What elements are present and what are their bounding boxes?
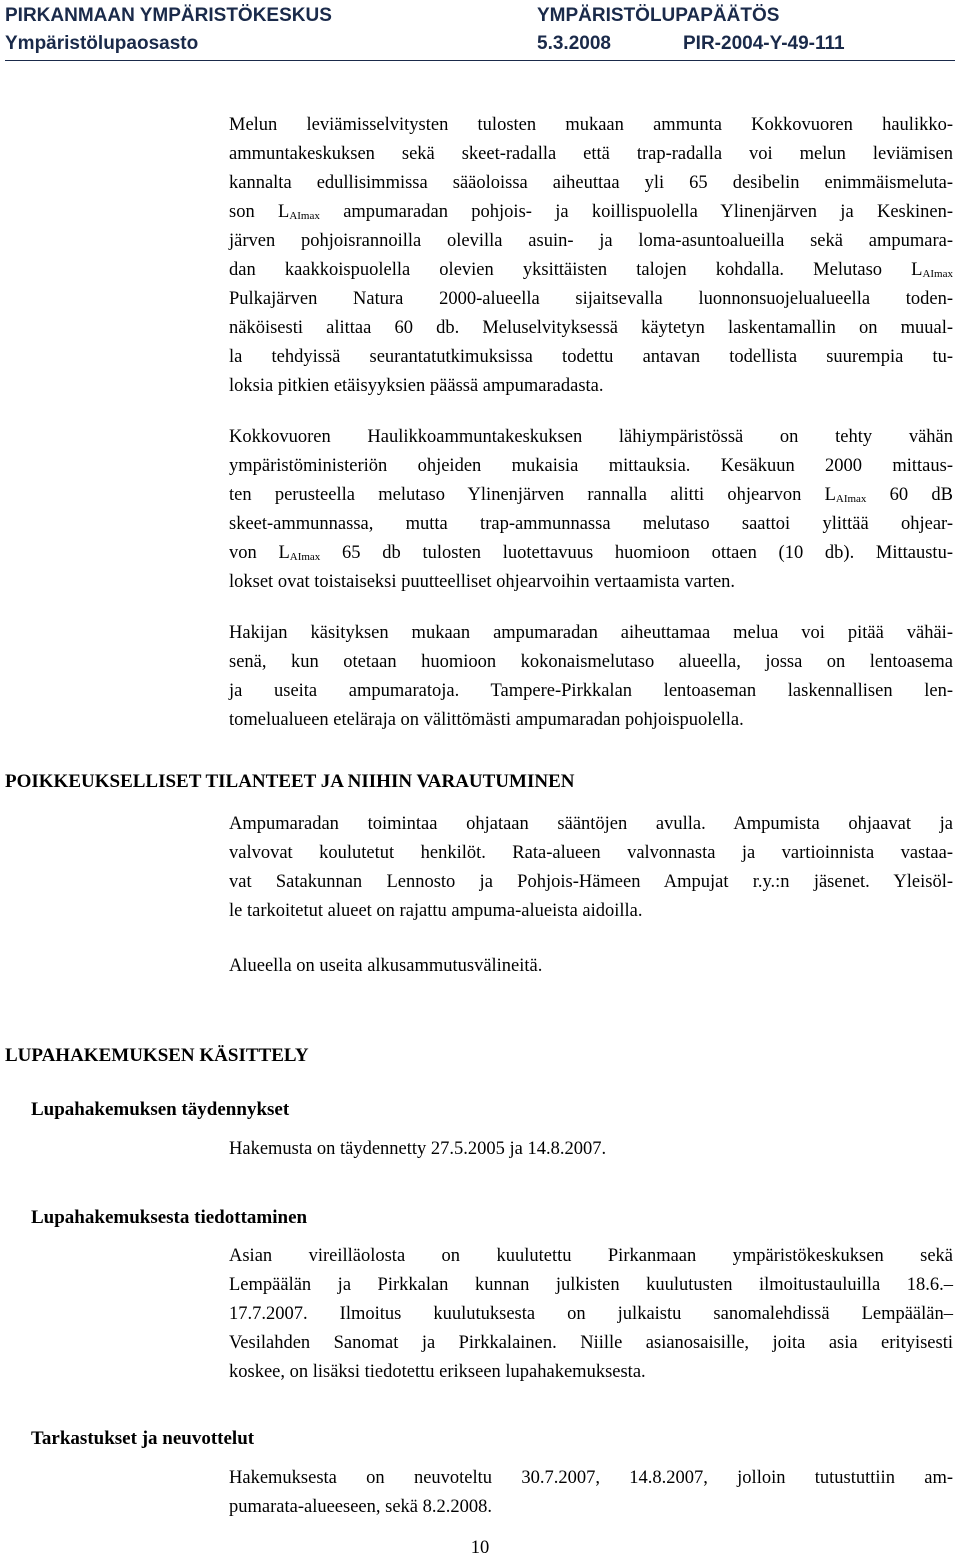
text-line: Alueella on useita alkusammutusvälineitä. (229, 956, 543, 976)
text-line (229, 256, 953, 285)
text-line: Melun leviämisselvitysten tulosten mukaan ammunta Kokkovuoren haulikko- (229, 115, 953, 135)
text-line (229, 481, 953, 510)
paragraph-supplements (229, 1135, 953, 1164)
text-line: skeet-ammunnassa, mutta trap-ammunnassa melutaso saattoi ylittää ohjear- (229, 514, 953, 534)
header-document-type: YMPÄRISTÖLUPAPÄÄTÖS (537, 5, 780, 26)
subsection-title-notification: Lupahakemuksesta tiedottaminen (31, 1207, 308, 1228)
text-line: valvovat koulutetut henkilöt. Rata-alueen valvonnasta ja vartioinnista vastaa- (229, 843, 953, 863)
header-date: 5.3.2008 (537, 33, 611, 54)
subscript: AImax (289, 210, 320, 222)
paragraph-range-rules (229, 810, 953, 926)
text-line: Pulkajärven Natura 2000-alueella sijaitsevalla luonnonsuojelualueella toden- (229, 289, 953, 309)
text-fragment: son L (229, 202, 290, 222)
paragraph-measurements (229, 423, 953, 597)
header-department: Ympäristölupaosasto (5, 33, 199, 54)
subscript: AImax (922, 268, 953, 280)
text-line: la tehdyissä seurantatutkimuksissa todettu antavan todellista suurempia tu- (229, 347, 953, 367)
text-line: näköisesti alittaa 60 db. Meluselvityksessä käytetyn laskentamallin on muual- (229, 318, 953, 338)
paragraph-fire-equipment (229, 952, 953, 981)
subsection-title-inspections: Tarkastukset ja neuvottelut (31, 1428, 255, 1449)
paragraph-notification (229, 1242, 953, 1387)
text-line: Asian vireilläolosta on kuulutettu Pirkanmaan ympäristökeskuksen sekä (229, 1246, 953, 1266)
subscript: AImax (289, 551, 321, 563)
header-organization: PIRKANMAAN YMPÄRISTÖKESKUS (5, 5, 332, 26)
page-header (5, 2, 955, 58)
text-line: Lempäälän ja Pirkkalan kunnan julkisten kuulutusten ilmoitustauluilla 18.6.– (229, 1275, 953, 1295)
subsection-title-supplements: Lupahakemuksen täydennykset (31, 1099, 290, 1120)
text-line: Hakemusta on täydennetty 27.5.2005 ja 14.8.2007. (229, 1139, 607, 1159)
text-line: vat Satakunnan Lennosto ja Pohjois-Hämeen Ampujat r.y.:n jäsenet. Yleisöl- (229, 872, 953, 892)
text-fragment: 60 dB (866, 485, 953, 505)
header-document-id: PIR-2004-Y-49-111 (683, 33, 845, 54)
text-fragment: von L (229, 543, 290, 563)
text-line: Kokkovuoren Haulikkoammuntakeskuksen lähiympäristössä on tehty vähän (229, 427, 953, 447)
text-line: järven pohjoisrannoilla olevilla asuin- ja loma-asuntoalueilla sekä ampumara- (229, 231, 953, 251)
text-line: koskee, on lisäksi tiedotettu erikseen lupahakemuksesta. (229, 1362, 646, 1382)
text-fragment: dan kaakkoispuolella olevien yksittäisten talojen kohdalla. Melutaso L (229, 260, 923, 280)
text-line: senä, kun otetaan huomioon kokonaismelutaso alueella, jossa on lentoasema (229, 652, 953, 672)
text-fragment: 65 db tulosten luotettavuus huomioon ottaen (10 db). Mittaustu- (320, 543, 953, 563)
header-divider (5, 60, 955, 61)
text-line: kannalta edullisimmissa sääoloissa aiheuttaa yli 65 desibelin enimmäismeluta- (229, 173, 953, 193)
text-line: Hakijan käsityksen mukaan ampumaradan aiheuttamaa melua voi pitää vähäi- (229, 623, 953, 643)
paragraph-noise-spread (229, 111, 953, 401)
text-line: pumarata-alueeseen, sekä 8.2.2008. (229, 1497, 493, 1517)
text-fragment: ampumaradan pohjois- ja koillispuolella Ylinenjärven ja Keskinen- (319, 202, 954, 222)
text-line: 17.7.2007. Ilmoitus kuulutuksesta on julkaistu sanomalehdissä Lempäälän– (229, 1304, 953, 1324)
text-line: ympäristöministeriön ohjeiden mukaisia mittauksia. Kesäkuun 2000 mittaus- (229, 456, 953, 476)
text-line: le tarkoitetut alueet on rajattu ampuma-alueista aidoilla. (229, 901, 643, 921)
text-line: Hakemuksesta on neuvoteltu 30.7.2007, 14.8.2007, jolloin tutustuttiin am- (229, 1468, 953, 1488)
text-line: Vesilahden Sanomat ja Pirkkalainen. Niille asianosaisille, joita asia erityisesti (229, 1333, 953, 1353)
section-title-application-processing: LUPAHAKEMUKSEN KÄSITTELY (5, 1045, 309, 1066)
text-line: Ampumaradan toimintaa ohjataan sääntöjen avulla. Ampumista ohjaavat ja (229, 814, 953, 834)
text-fragment: ten perusteella melutaso Ylinenjärven rannalla alitti ohjearvon L (229, 485, 836, 505)
section-title-exceptional-situations: POIKKEUKSELLISET TILANTEET JA NIIHIN VARAUTUMINEN (5, 771, 575, 792)
subscript: AImax (835, 493, 867, 505)
text-line (229, 539, 953, 568)
text-line: ja useita ampumaratoja. Tampere-Pirkkalan lentoaseman laskennallisen len- (229, 681, 953, 701)
paragraph-applicant-view (229, 619, 953, 735)
page-number: 10 (470, 1538, 490, 1558)
text-line: ammuntakeskuksen sekä skeet-radalla että trap-radalla voi melun leviämisen (229, 144, 953, 164)
text-line: loksia pitkien etäisyyksien päässä ampumaradasta. (229, 376, 604, 396)
text-line (229, 198, 953, 227)
text-line: lokset ovat toistaiseksi puutteelliset ohjearvoihin vertaamista varten. (229, 572, 736, 592)
text-line: tomelualueen eteläraja on välittömästi ampumaradan pohjoispuolella. (229, 710, 744, 730)
paragraph-inspections (229, 1464, 953, 1522)
